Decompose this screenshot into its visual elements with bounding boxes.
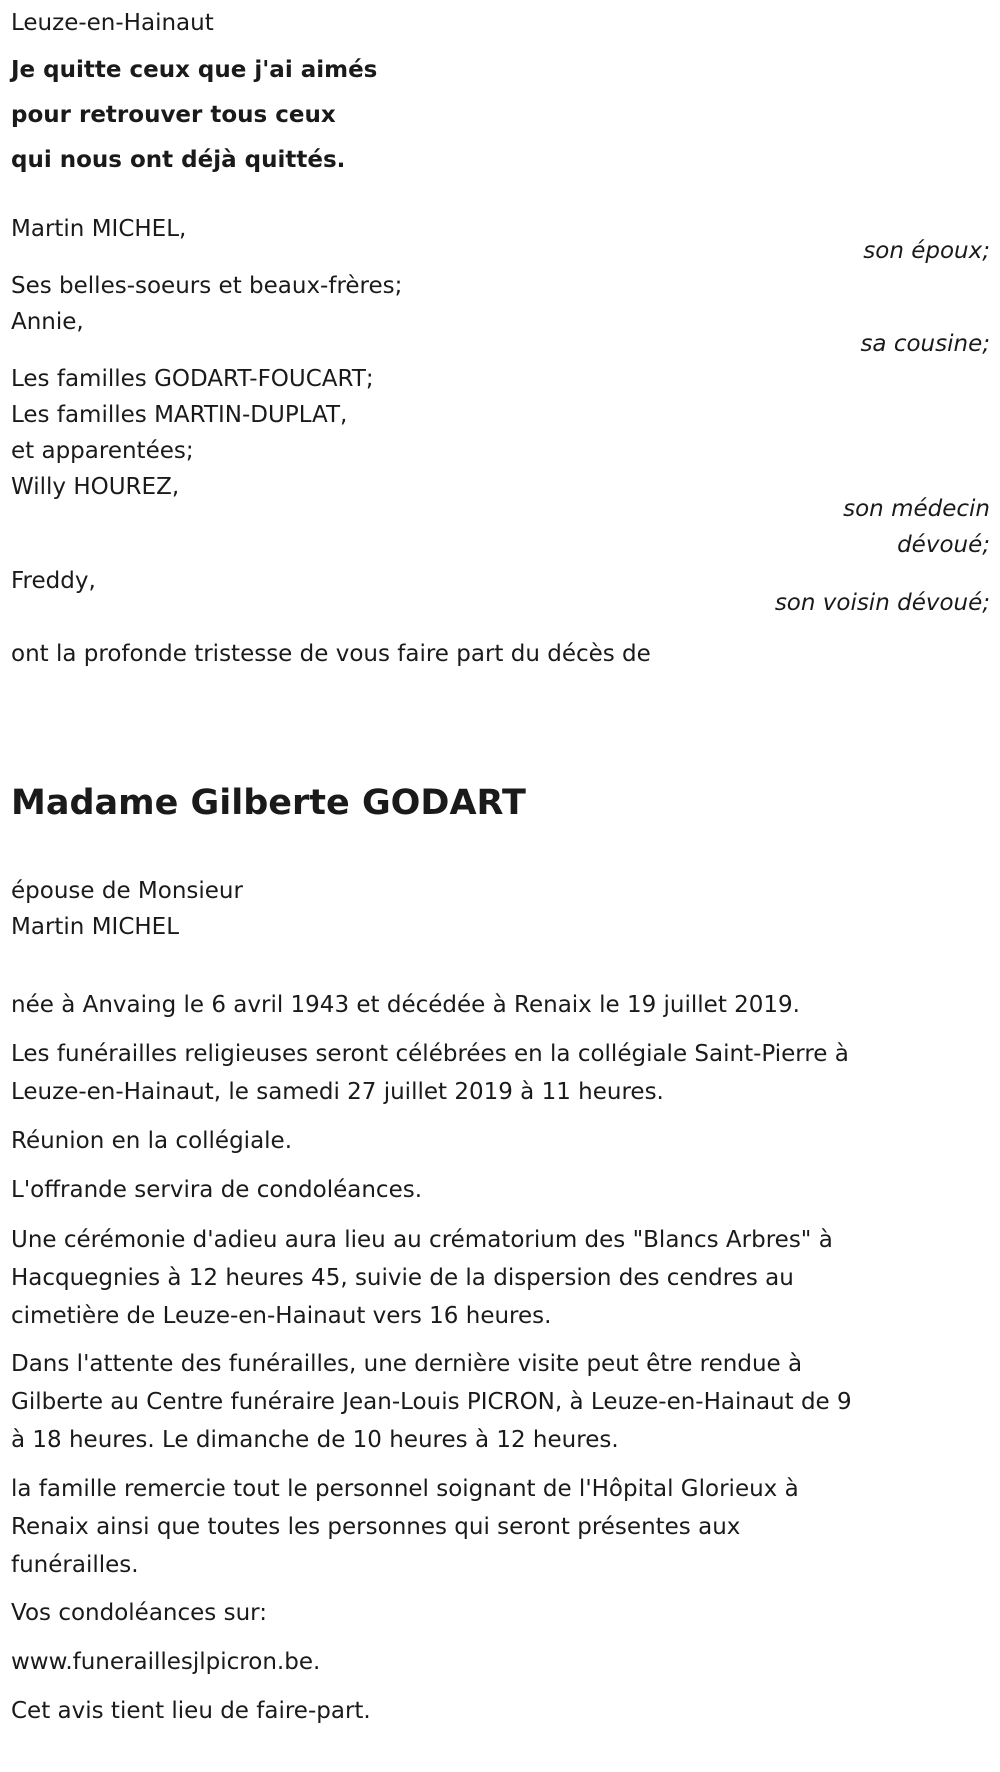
paragraph xyxy=(11,1470,991,1584)
family-member-name: Les familles GODART-FOUCART; xyxy=(11,366,374,392)
deceased-name: Madame Gilberte GODART xyxy=(11,783,526,823)
spouse-line: Martin MICHEL xyxy=(11,914,180,940)
paragraph-line: Renaix ainsi que toutes les personnes qui seront présentes aux xyxy=(11,1514,741,1540)
paragraph-line: à 18 heures. Le dimanche de 10 heures à 12 heures. xyxy=(11,1427,619,1453)
location-header: Leuze-en-Hainaut xyxy=(11,10,214,36)
spouse-line: épouse de Monsieur xyxy=(11,878,243,904)
paragraph xyxy=(11,986,991,1024)
poem-line: pour retrouver tous ceux xyxy=(11,102,336,128)
paragraph-line: Réunion en la collégiale. xyxy=(11,1128,293,1154)
paragraph-line: Vos condoléances sur: xyxy=(11,1600,267,1626)
family-member-relation: son voisin dévoué; xyxy=(774,590,990,616)
paragraph-line: née à Anvaing le 6 avril 1943 et décédée à Renaix le 19 juillet 2019. xyxy=(11,992,800,1018)
announcement: ont la profonde tristesse de vous faire part du décès de xyxy=(11,641,651,667)
paragraph xyxy=(11,1692,991,1730)
paragraph xyxy=(11,1035,991,1111)
family-member-relation: son époux; xyxy=(863,238,990,264)
family-member-name: Freddy, xyxy=(11,568,96,594)
paragraph xyxy=(11,1221,991,1335)
paragraph-line: Une cérémonie d'adieu aura lieu au crématorium des "Blancs Arbres" à xyxy=(11,1227,833,1253)
family-member-name: Martin MICHEL, xyxy=(11,216,187,242)
poem-line: qui nous ont déjà quittés. xyxy=(11,147,346,173)
paragraph-line: Dans l'attente des funérailles, une dernière visite peut être rendue à xyxy=(11,1351,803,1377)
paragraph-line: Cet avis tient lieu de faire-part. xyxy=(11,1698,371,1724)
paragraph xyxy=(11,1171,991,1209)
family-member-name: et apparentées; xyxy=(11,438,194,464)
paragraph-line: L'offrande servira de condoléances. xyxy=(11,1177,423,1203)
paragraph-line: Hacquegnies à 12 heures 45, suivie de la dispersion des cendres au xyxy=(11,1265,794,1291)
paragraph-line: Gilberte au Centre funéraire Jean-Louis PICRON, à Leuze-en-Hainaut de 9 xyxy=(11,1389,852,1415)
family-member-relation: son médecin xyxy=(843,496,990,522)
paragraph-line: funérailles. xyxy=(11,1552,139,1578)
family-member-relation: dévoué; xyxy=(897,532,990,558)
poem-line: Je quitte ceux que j'ai aimés xyxy=(11,57,378,83)
paragraph-line: Leuze-en-Hainaut, le samedi 27 juillet 2019 à 11 heures. xyxy=(11,1079,664,1105)
paragraph xyxy=(11,1122,991,1160)
family-member-relation: sa cousine; xyxy=(860,331,990,357)
paragraph-line: cimetière de Leuze-en-Hainaut vers 16 heures. xyxy=(11,1303,552,1329)
paragraph-line: Les funérailles religieuses seront célébrées en la collégiale Saint-Pierre à xyxy=(11,1041,849,1067)
family-member-name: Annie, xyxy=(11,309,84,335)
family-member-name: Ses belles-soeurs et beaux-frères; xyxy=(11,273,403,299)
paragraph xyxy=(11,1594,991,1632)
website-link[interactable]: www.funeraillesjlpicron.be. xyxy=(11,1649,321,1675)
paragraph xyxy=(11,1643,991,1681)
family-member-name: Willy HOUREZ, xyxy=(11,474,180,500)
paragraph xyxy=(11,1345,991,1459)
paragraph-line: la famille remercie tout le personnel soignant de l'Hôpital Glorieux à xyxy=(11,1476,799,1502)
family-member-name: Les familles MARTIN-DUPLAT, xyxy=(11,402,348,428)
